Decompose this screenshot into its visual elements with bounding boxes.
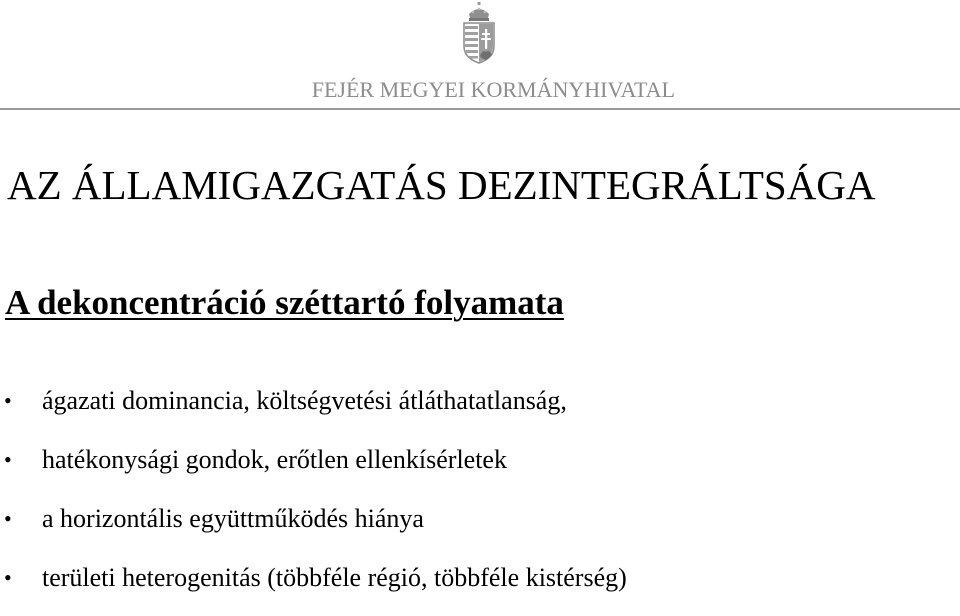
list-item-text: területi heterogenitás (többféle régió, többféle kistérség) (42, 563, 627, 592)
page-title: AZ ÁLLAMIGAZGATÁS DEZINTEGRÁLTSÁGA (7, 162, 876, 208)
bullet-marker: • (4, 447, 12, 472)
bullet-marker: • (4, 506, 12, 531)
section-title: A dekoncentráció széttartó folyamata (5, 283, 564, 322)
bullet-marker: • (4, 565, 12, 590)
bullet-marker: • (4, 388, 12, 413)
list-item-text: ágazati dominancia, költségvetési átláthatatlanság, (42, 386, 567, 415)
hungarian-coat-of-arms-icon (461, 2, 497, 64)
organization-name: FEJÉR MEGYEI KORMÁNYHIVATAL (311, 77, 675, 102)
list-item-text: a horizontális együttműködés hiánya (42, 504, 424, 533)
header-divider (0, 108, 960, 110)
list-item-text: hatékonysági gondok, erőtlen ellenkísérletek (42, 445, 507, 474)
